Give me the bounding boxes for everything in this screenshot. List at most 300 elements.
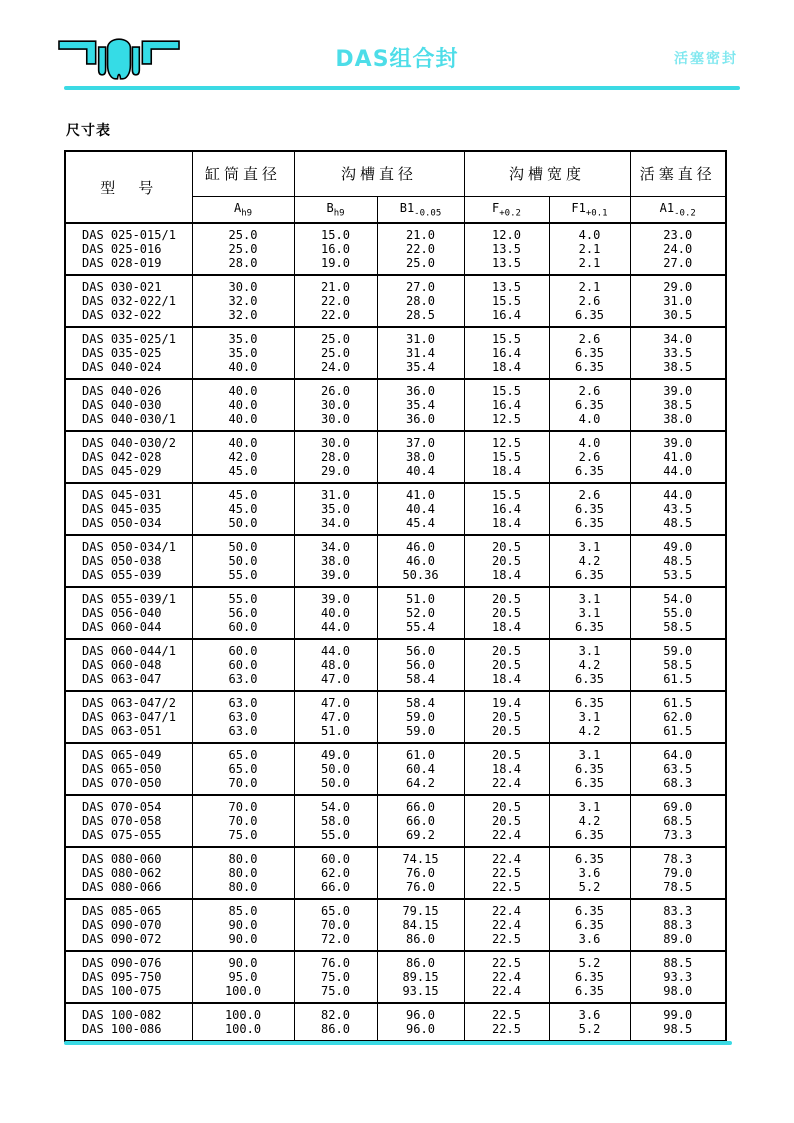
value-cell: 20.5 [464, 606, 549, 620]
value-cell: 35.0 [192, 327, 294, 346]
model-cell: DAS 042-028 [65, 450, 192, 464]
model-cell: DAS 035-025/1 [65, 327, 192, 346]
value-cell: 20.5 [464, 743, 549, 762]
table-row [65, 516, 726, 535]
value-cell: 88.3 [630, 918, 726, 932]
value-cell: 6.35 [549, 776, 630, 795]
value-cell: 25.0 [192, 242, 294, 256]
value-cell: 66.0 [377, 795, 464, 814]
model-cell: DAS 075-055 [65, 828, 192, 847]
model-cell: DAS 100-075 [65, 984, 192, 1003]
table-row [65, 398, 726, 412]
value-cell: 18.4 [464, 464, 549, 483]
table-row [65, 327, 726, 346]
value-cell: 6.35 [549, 464, 630, 483]
value-cell: 93.3 [630, 970, 726, 984]
value-cell: 33.5 [630, 346, 726, 360]
value-cell: 13.5 [464, 256, 549, 275]
value-cell: 20.5 [464, 535, 549, 554]
model-cell: DAS 060-044/1 [65, 639, 192, 658]
value-cell: 38.5 [630, 360, 726, 379]
row-group [65, 691, 726, 743]
value-cell: 30.5 [630, 308, 726, 327]
table-row [65, 464, 726, 483]
value-cell: 22.5 [464, 866, 549, 880]
value-cell: 20.5 [464, 658, 549, 672]
value-cell: 58.5 [630, 658, 726, 672]
value-cell: 90.0 [192, 918, 294, 932]
tolerance: -0.2 [674, 207, 696, 218]
value-cell: 6.35 [549, 620, 630, 639]
model-cell: DAS 030-021 [65, 275, 192, 294]
header-model: 型 号 [65, 151, 192, 223]
model-cell: DAS 032-022 [65, 308, 192, 327]
model-cell: DAS 045-031 [65, 483, 192, 502]
value-cell: 49.0 [630, 535, 726, 554]
value-cell: 6.35 [549, 398, 630, 412]
value-cell: 2.1 [549, 275, 630, 294]
value-cell: 22.4 [464, 918, 549, 932]
value-cell: 58.0 [294, 814, 377, 828]
value-cell: 50.0 [294, 762, 377, 776]
value-cell: 75.0 [192, 828, 294, 847]
value-cell: 75.0 [294, 970, 377, 984]
table-row [65, 360, 726, 379]
value-cell: 65.0 [192, 743, 294, 762]
row-group [65, 327, 726, 379]
value-cell: 86.0 [377, 932, 464, 951]
value-cell: 22.5 [464, 951, 549, 970]
tolerance: h9 [241, 207, 253, 218]
value-cell: 50.36 [377, 568, 464, 587]
table-row [65, 970, 726, 984]
value-cell: 89.15 [377, 970, 464, 984]
value-cell: 55.0 [192, 587, 294, 606]
table-row [65, 828, 726, 847]
value-cell: 35.0 [294, 502, 377, 516]
value-cell: 18.4 [464, 568, 549, 587]
page-title: DAS组合封 [335, 47, 459, 72]
value-cell: 76.0 [377, 866, 464, 880]
row-group [65, 795, 726, 847]
value-cell: 60.0 [192, 639, 294, 658]
value-cell: 6.35 [549, 346, 630, 360]
table-row [65, 691, 726, 710]
symbol: A [233, 200, 242, 215]
value-cell: 35.4 [377, 398, 464, 412]
model-cell: DAS 095-750 [65, 970, 192, 984]
value-cell: 83.3 [630, 899, 726, 918]
value-cell: 36.0 [377, 412, 464, 431]
value-cell: 6.35 [549, 568, 630, 587]
value-cell: 2.6 [549, 379, 630, 398]
value-cell: 30.0 [294, 412, 377, 431]
model-cell: DAS 070-050 [65, 776, 192, 795]
table-row [65, 620, 726, 639]
value-cell: 58.4 [377, 672, 464, 691]
value-cell: 25.0 [192, 223, 294, 242]
value-cell: 26.0 [294, 379, 377, 398]
value-cell: 63.0 [192, 724, 294, 743]
value-cell: 3.1 [549, 743, 630, 762]
value-cell: 63.0 [192, 672, 294, 691]
value-cell: 85.0 [192, 899, 294, 918]
row-group [65, 483, 726, 535]
value-cell: 15.5 [464, 483, 549, 502]
value-cell: 45.0 [192, 464, 294, 483]
value-cell: 16.4 [464, 502, 549, 516]
value-cell: 80.0 [192, 866, 294, 880]
value-cell: 39.0 [294, 568, 377, 587]
model-cell: DAS 090-076 [65, 951, 192, 970]
table-row [65, 918, 726, 932]
value-cell: 6.35 [549, 984, 630, 1003]
value-cell: 28.0 [294, 450, 377, 464]
value-cell: 55.4 [377, 620, 464, 639]
value-cell: 45.0 [192, 502, 294, 516]
table-row [65, 223, 726, 242]
value-cell: 22.4 [464, 828, 549, 847]
value-cell: 52.0 [377, 606, 464, 620]
value-cell: 65.0 [192, 762, 294, 776]
value-cell: 3.6 [549, 866, 630, 880]
value-cell: 68.5 [630, 814, 726, 828]
value-cell: 58.5 [630, 620, 726, 639]
value-cell: 63.5 [630, 762, 726, 776]
value-cell: 46.0 [377, 554, 464, 568]
value-cell: 100.0 [192, 1003, 294, 1022]
row-group [65, 379, 726, 431]
value-cell: 20.5 [464, 795, 549, 814]
value-cell: 40.0 [192, 379, 294, 398]
value-cell: 22.4 [464, 776, 549, 795]
value-cell: 66.0 [294, 880, 377, 899]
tolerance: h9 [333, 207, 345, 218]
value-cell: 22.0 [294, 308, 377, 327]
value-cell: 28.0 [377, 294, 464, 308]
value-cell: 34.0 [630, 327, 726, 346]
value-cell: 32.0 [192, 294, 294, 308]
value-cell: 18.4 [464, 516, 549, 535]
value-cell: 98.5 [630, 1022, 726, 1041]
value-cell: 31.4 [377, 346, 464, 360]
value-cell: 20.5 [464, 587, 549, 606]
value-cell: 41.0 [377, 483, 464, 502]
value-cell: 93.15 [377, 984, 464, 1003]
value-cell: 6.35 [549, 899, 630, 918]
value-cell: 69.2 [377, 828, 464, 847]
value-cell: 6.35 [549, 502, 630, 516]
model-cell: DAS 063-051 [65, 724, 192, 743]
header-cylinder-bore: 缸筒直径 [192, 151, 294, 196]
table-row [65, 710, 726, 724]
value-cell: 51.0 [377, 587, 464, 606]
model-cell: DAS 040-030 [65, 398, 192, 412]
row-group [65, 743, 726, 795]
value-cell: 23.0 [630, 223, 726, 242]
value-cell: 86.0 [377, 951, 464, 970]
value-cell: 6.35 [549, 918, 630, 932]
value-cell: 42.0 [192, 450, 294, 464]
value-cell: 15.0 [294, 223, 377, 242]
value-cell: 60.4 [377, 762, 464, 776]
value-cell: 90.0 [192, 932, 294, 951]
table-row [65, 587, 726, 606]
value-cell: 22.5 [464, 932, 549, 951]
table-row [65, 242, 726, 256]
value-cell: 98.0 [630, 984, 726, 1003]
model-cell: DAS 063-047/1 [65, 710, 192, 724]
value-cell: 38.5 [630, 398, 726, 412]
value-cell: 15.5 [464, 450, 549, 464]
value-cell: 40.0 [192, 398, 294, 412]
value-cell: 20.5 [464, 724, 549, 743]
value-cell: 60.0 [192, 620, 294, 639]
model-cell: DAS 060-044 [65, 620, 192, 639]
value-cell: 35.0 [192, 346, 294, 360]
value-cell: 41.0 [630, 450, 726, 464]
table-row [65, 346, 726, 360]
value-cell: 60.0 [294, 847, 377, 866]
value-cell: 61.5 [630, 724, 726, 743]
model-cell: DAS 040-024 [65, 360, 192, 379]
symbol: A1 [659, 200, 675, 215]
table-row [65, 658, 726, 672]
value-cell: 100.0 [192, 984, 294, 1003]
table-row [65, 951, 726, 970]
table-row [65, 294, 726, 308]
value-cell: 25.0 [377, 256, 464, 275]
value-cell: 31.0 [294, 483, 377, 502]
value-cell: 20.5 [464, 639, 549, 658]
value-cell: 6.35 [549, 828, 630, 847]
value-cell: 74.15 [377, 847, 464, 866]
value-cell: 24.0 [630, 242, 726, 256]
table-row [65, 1022, 726, 1041]
value-cell: 47.0 [294, 672, 377, 691]
value-cell: 2.6 [549, 483, 630, 502]
value-cell: 4.0 [549, 412, 630, 431]
model-cell: DAS 063-047/2 [65, 691, 192, 710]
value-cell: 100.0 [192, 1022, 294, 1041]
value-cell: 90.0 [192, 951, 294, 970]
value-cell: 22.4 [464, 970, 549, 984]
value-cell: 55.0 [192, 568, 294, 587]
model-cell: DAS 090-070 [65, 918, 192, 932]
value-cell: 22.5 [464, 880, 549, 899]
value-cell: 45.4 [377, 516, 464, 535]
table-row [65, 984, 726, 1003]
value-cell: 28.0 [192, 256, 294, 275]
table-row [65, 743, 726, 762]
value-cell: 56.0 [377, 639, 464, 658]
value-cell: 31.0 [377, 327, 464, 346]
subheader-B1 [377, 196, 464, 223]
value-cell: 22.5 [464, 1003, 549, 1022]
model-cell: DAS 085-065 [65, 899, 192, 918]
value-cell: 70.0 [192, 814, 294, 828]
value-cell: 54.0 [630, 587, 726, 606]
value-cell: 78.5 [630, 880, 726, 899]
model-cell: DAS 032-022/1 [65, 294, 192, 308]
value-cell: 40.0 [192, 431, 294, 450]
value-cell: 29.0 [294, 464, 377, 483]
model-cell: DAS 065-049 [65, 743, 192, 762]
table-row [65, 483, 726, 502]
model-cell: DAS 060-048 [65, 658, 192, 672]
model-cell: DAS 040-026 [65, 379, 192, 398]
table-row [65, 880, 726, 899]
row-group [65, 847, 726, 899]
value-cell: 56.0 [377, 658, 464, 672]
value-cell: 18.4 [464, 762, 549, 776]
value-cell: 54.0 [294, 795, 377, 814]
model-cell: DAS 050-038 [65, 554, 192, 568]
value-cell: 6.35 [549, 762, 630, 776]
value-cell: 89.0 [630, 932, 726, 951]
subheader-A1 [630, 196, 726, 223]
table-row [65, 431, 726, 450]
value-cell: 6.35 [549, 672, 630, 691]
value-cell: 40.0 [192, 412, 294, 431]
header-groove-width: 沟槽宽度 [464, 151, 630, 196]
table-row [65, 450, 726, 464]
value-cell: 47.0 [294, 710, 377, 724]
model-cell: DAS 028-019 [65, 256, 192, 275]
value-cell: 53.5 [630, 568, 726, 587]
value-cell: 32.0 [192, 308, 294, 327]
symbol: B1 [399, 200, 415, 215]
value-cell: 4.2 [549, 658, 630, 672]
value-cell: 66.0 [377, 814, 464, 828]
value-cell: 40.4 [377, 464, 464, 483]
value-cell: 2.6 [549, 294, 630, 308]
model-cell: DAS 080-060 [65, 847, 192, 866]
value-cell: 20.5 [464, 554, 549, 568]
value-cell: 13.5 [464, 242, 549, 256]
table-row [65, 847, 726, 866]
tolerance: +0.2 [499, 207, 521, 218]
value-cell: 61.5 [630, 691, 726, 710]
value-cell: 75.0 [294, 984, 377, 1003]
value-cell: 44.0 [630, 483, 726, 502]
value-cell: 31.0 [630, 294, 726, 308]
model-cell: DAS 045-035 [65, 502, 192, 516]
value-cell: 2.6 [549, 450, 630, 464]
table-caption: 尺寸表 [66, 123, 111, 139]
value-cell: 44.0 [294, 620, 377, 639]
value-cell: 55.0 [630, 606, 726, 620]
symbol: F1 [571, 200, 586, 215]
category-label: 活塞密封 [674, 51, 738, 67]
table-row [65, 568, 726, 587]
value-cell: 22.0 [377, 242, 464, 256]
row-group [65, 1003, 726, 1041]
value-cell: 16.4 [464, 346, 549, 360]
table-header [65, 151, 726, 223]
header-piston-diameter: 活塞直径 [630, 151, 726, 196]
value-cell: 24.0 [294, 360, 377, 379]
table-row [65, 535, 726, 554]
value-cell: 16.0 [294, 242, 377, 256]
value-cell: 20.5 [464, 814, 549, 828]
value-cell: 6.35 [549, 970, 630, 984]
table-row [65, 672, 726, 691]
value-cell: 22.0 [294, 294, 377, 308]
value-cell: 59.0 [377, 724, 464, 743]
value-cell: 48.5 [630, 516, 726, 535]
value-cell: 36.0 [377, 379, 464, 398]
row-group [65, 951, 726, 1003]
model-cell: DAS 035-025 [65, 346, 192, 360]
value-cell: 40.0 [294, 606, 377, 620]
value-cell: 79.0 [630, 866, 726, 880]
value-cell: 22.4 [464, 899, 549, 918]
value-cell: 22.4 [464, 847, 549, 866]
value-cell: 55.0 [294, 828, 377, 847]
value-cell: 30.0 [192, 275, 294, 294]
value-cell: 58.4 [377, 691, 464, 710]
value-cell: 65.0 [294, 899, 377, 918]
value-cell: 18.4 [464, 620, 549, 639]
value-cell: 46.0 [377, 535, 464, 554]
table-row [65, 275, 726, 294]
subheader-F1 [549, 196, 630, 223]
value-cell: 22.4 [464, 984, 549, 1003]
value-cell: 62.0 [630, 710, 726, 724]
value-cell: 4.2 [549, 724, 630, 743]
value-cell: 73.3 [630, 828, 726, 847]
model-cell: DAS 045-029 [65, 464, 192, 483]
table-row [65, 724, 726, 743]
value-cell: 6.35 [549, 516, 630, 535]
value-cell: 6.35 [549, 308, 630, 327]
value-cell: 44.0 [294, 639, 377, 658]
value-cell: 12.0 [464, 223, 549, 242]
value-cell: 80.0 [192, 880, 294, 899]
model-cell: DAS 050-034 [65, 516, 192, 535]
top-divider [64, 86, 740, 90]
value-cell: 38.0 [294, 554, 377, 568]
table-row [65, 256, 726, 275]
table-row [65, 932, 726, 951]
value-cell: 60.0 [192, 658, 294, 672]
header-groove-diameter: 沟槽直径 [294, 151, 464, 196]
value-cell: 50.0 [192, 516, 294, 535]
value-cell: 22.5 [464, 1022, 549, 1041]
value-cell: 69.0 [630, 795, 726, 814]
value-cell: 48.0 [294, 658, 377, 672]
model-cell: DAS 080-066 [65, 880, 192, 899]
value-cell: 70.0 [192, 776, 294, 795]
value-cell: 78.3 [630, 847, 726, 866]
value-cell: 40.4 [377, 502, 464, 516]
table-row [65, 776, 726, 795]
table-row [65, 379, 726, 398]
row-group [65, 535, 726, 587]
value-cell: 68.3 [630, 776, 726, 795]
model-cell: DAS 070-058 [65, 814, 192, 828]
model-cell: DAS 025-016 [65, 242, 192, 256]
table-row [65, 866, 726, 880]
value-cell: 64.0 [630, 743, 726, 762]
value-cell: 15.5 [464, 379, 549, 398]
value-cell: 20.5 [464, 710, 549, 724]
value-cell: 3.1 [549, 606, 630, 620]
table-row [65, 554, 726, 568]
value-cell: 4.2 [549, 554, 630, 568]
value-cell: 25.0 [294, 327, 377, 346]
